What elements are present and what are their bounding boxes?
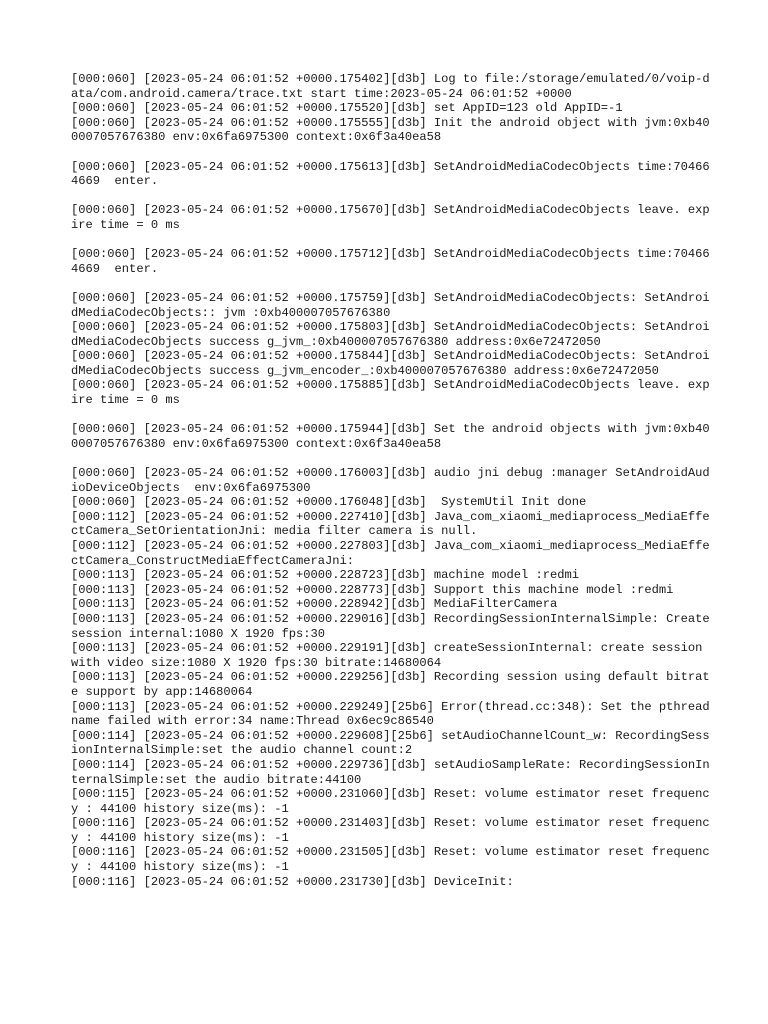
log-line: [000:060] [2023-05-24 06:01:52 +0000.175759][d3b] SetAndroidMediaCodecObjects: SetAndroidMediaCodecObjects:: jvm :0xb400007057676380: [71, 290, 710, 320]
log-line: [000:060] [2023-05-24 06:01:52 +0000.175712][d3b] SetAndroidMediaCodecObjects time:704664669 enter.: [71, 247, 710, 276]
blank-line: [71, 451, 711, 466]
log-line: [000:116] [2023-05-24 06:01:52 +0000.231730][d3b] DeviceInit:: [71, 874, 514, 889]
log-line: [000:112] [2023-05-24 06:01:52 +0000.227410][d3b] Java_com_xiaomi_mediaprocess_MediaEffectCamera_SetOrientationJni: media filter camera is null.: [71, 509, 710, 539]
log-line: [000:060] [2023-05-24 06:01:52 +0000.175613][d3b] SetAndroidMediaCodecObjects time:704664669 enter.: [71, 159, 710, 189]
blank-line: [71, 276, 711, 291]
log-line: [000:113] [2023-05-24 06:01:52 +0000.228773][d3b] Support this machine model :redmi: [71, 582, 674, 597]
log-line: [000:060] [2023-05-24 06:01:52 +0000.175944][d3b] Set the android objects with jvm:0xb400007057676380 env:0x6fa6975300 context:0x6f3a40ea58: [71, 422, 710, 451]
log-line: [000:060] [2023-05-24 06:01:52 +0000.175520][d3b] set AppID=123 old AppID=-1: [71, 101, 623, 116]
log-line: [000:115] [2023-05-24 06:01:52 +0000.231060][d3b] Reset: volume estimator reset frequency : 44100 history size(ms): -1: [71, 787, 710, 816]
log-line: [000:116] [2023-05-24 06:01:52 +0000.231403][d3b] Reset: volume estimator reset frequency : 44100 history size(ms): -1: [71, 816, 710, 845]
log-line: [000:113] [2023-05-24 06:01:52 +0000.229249][25b6] Error(thread.cc:348): Set the pthread name failed with error:34 name:Thread 0x6ec9c86540: [71, 699, 717, 729]
blank-line: [71, 189, 711, 204]
log-line: [000:113] [2023-05-24 06:01:52 +0000.228723][d3b] machine model :redmi: [71, 568, 580, 583]
log-line: [000:113] [2023-05-24 06:01:52 +0000.228942][d3b] MediaFilterCamera: [71, 597, 558, 612]
blank-line: [71, 408, 711, 423]
log-line: [000:113] [2023-05-24 06:01:52 +0000.229191][d3b] createSessionInternal: create session with video size:1080 X 1920 fps:30 bitrate:14680064: [71, 641, 710, 670]
log-line: [000:060] [2023-05-24 06:01:52 +0000.175555][d3b] Init the android object with jvm:0xb400007057676380 env:0x6fa6975300 context:0x6f3a40ea58: [71, 115, 710, 145]
log-line: [000:060] [2023-05-24 06:01:52 +0000.176048][d3b] SystemUtil Init done: [71, 495, 587, 510]
log-line: [000:113] [2023-05-24 06:01:52 +0000.229256][d3b] Recording session using default bitrate support by app:14680064: [71, 670, 710, 699]
log-line: [000:114] [2023-05-24 06:01:52 +0000.229736][d3b] setAudioSampleRate: RecordingSessionInternalSimple:set the audio bitrate:44100: [71, 757, 710, 787]
log-line: [000:060] [2023-05-24 06:01:52 +0000.175885][d3b] SetAndroidMediaCodecObjects leave. expire time = 0 ms: [71, 378, 710, 408]
blank-line: [71, 145, 711, 160]
log-line: [000:060] [2023-05-24 06:01:52 +0000.175844][d3b] SetAndroidMediaCodecObjects: SetAndroidMediaCodecObjects success g_jvm_encoder_:0xb400007057676380 address:0x6e72472050: [71, 349, 710, 378]
log-line: [000:114] [2023-05-24 06:01:52 +0000.229608][25b6] setAudioChannelCount_w: RecordingSessionInternalSimple:set the audio channel count:2: [71, 728, 710, 758]
log-line: [000:112] [2023-05-24 06:01:52 +0000.227803][d3b] Java_com_xiaomi_mediaprocess_MediaEffectCamera_ConstructMediaEffectCameraJni:: [71, 539, 710, 568]
blank-line: [71, 233, 711, 248]
log-line: [000:113] [2023-05-24 06:01:52 +0000.229016][d3b] RecordingSessionInternalSimple: Create session internal:1080 X 1920 fps:30: [71, 611, 717, 641]
log-line: [000:060] [2023-05-24 06:01:52 +0000.175670][d3b] SetAndroidMediaCodecObjects leave. expire time = 0 ms: [71, 203, 710, 232]
log-line: [000:060] [2023-05-24 06:01:52 +0000.176003][d3b] audio jni debug :manager SetAndroidAudioDeviceObjects env:0x6fa6975300: [71, 466, 710, 495]
log-line: [000:060] [2023-05-24 06:01:52 +0000.175402][d3b] Log to file:/storage/emulated/0/voip-data/com.android.camera/trace.txt start time:2023-05-24 06:01:52 +0000: [71, 72, 710, 101]
log-line: [000:060] [2023-05-24 06:01:52 +0000.175803][d3b] SetAndroidMediaCodecObjects: SetAndroidMediaCodecObjects success g_jvm_:0xb400007057676380 address:0x6e72472050: [71, 320, 710, 349]
log-line: [000:116] [2023-05-24 06:01:52 +0000.231505][d3b] Reset: volume estimator reset frequency : 44100 history size(ms): -1: [71, 845, 710, 875]
log-document: [71, 72, 717, 889]
